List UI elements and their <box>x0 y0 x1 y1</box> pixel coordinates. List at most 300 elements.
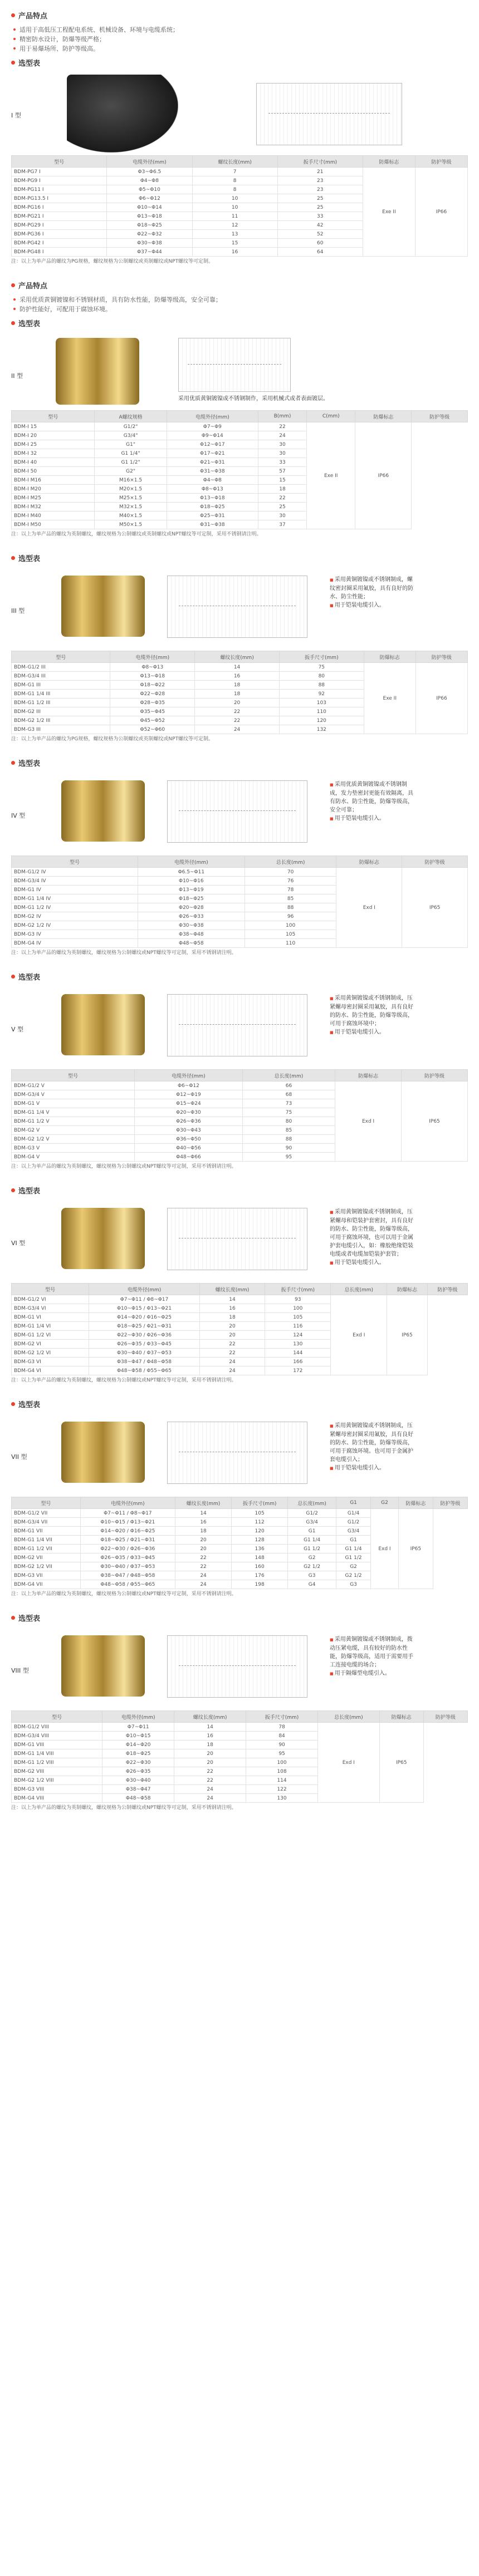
description-item: ■ 用于铠装电缆引入。 <box>330 1258 418 1267</box>
table-cell: BDM-G1 1/2 III <box>12 699 110 707</box>
table-cell: Φ14~Φ20 <box>102 1741 174 1749</box>
table-cell: Φ22~Φ30 / Φ26~Φ36 <box>89 1331 199 1340</box>
table-cell: 20 <box>174 1758 246 1767</box>
table-cell: BDM-G1 IV <box>12 886 138 894</box>
table-cell: 88 <box>245 903 336 912</box>
table-cell: 42 <box>277 221 363 230</box>
table-cell: G1 1/4" <box>95 449 167 458</box>
explosion-mark: Exd I <box>336 868 402 948</box>
table-cell: Φ22~Φ30 / Φ26~Φ36 <box>80 1545 175 1554</box>
table-cell: 37 <box>258 520 306 529</box>
table-header: 扳手尺寸(mm) <box>232 1497 288 1509</box>
table-cell: Φ31~Φ38 <box>167 467 258 476</box>
explosion-mark: Exe II <box>364 663 416 734</box>
table-cell: 8 <box>192 185 277 194</box>
table-cell: Φ20~Φ30 <box>135 1108 243 1117</box>
table-cell: 24 <box>175 1580 231 1589</box>
table-cell: Φ14~Φ20 / Φ16~Φ25 <box>89 1313 199 1322</box>
table-cell: BDM-G1/2 IV <box>12 868 138 877</box>
table-cell: 84 <box>246 1732 318 1741</box>
technical-drawing <box>178 338 291 392</box>
table-cell: Φ25~Φ31 <box>167 512 258 520</box>
table-cell: 24 <box>174 1785 246 1794</box>
table-cell: BDM-G2 VII <box>12 1554 81 1562</box>
table-cell: BDM-I M50 <box>12 520 95 529</box>
table-cell: Φ15~Φ24 <box>135 1099 243 1108</box>
explosion-mark: Exd I <box>371 1509 399 1589</box>
table-header: 防爆标志 <box>355 411 412 422</box>
table-header: 防护等级 <box>427 1284 467 1295</box>
table-header: 扳手尺寸(mm) <box>265 1284 331 1295</box>
table-cell: 24 <box>199 1358 265 1366</box>
table-header: 防护等级 <box>416 651 467 663</box>
table-cell: 21 <box>277 168 363 176</box>
table-cell: BDM-G2 V <box>12 1126 135 1135</box>
table-cell: Φ7~Φ11 / Φ8~Φ17 <box>80 1509 175 1518</box>
table-cell: 15 <box>192 239 277 248</box>
description-item: ■ 用于隔爆型电缆引入。 <box>330 1669 418 1678</box>
table-cell: Φ22~Φ32 <box>107 230 192 239</box>
table-cell: 130 <box>265 1340 331 1349</box>
technical-drawing <box>256 83 402 145</box>
table-cell: G3 <box>336 1580 371 1589</box>
table-cell: 22 <box>199 1340 265 1349</box>
table-cell: 30 <box>258 440 306 449</box>
table-cell: 20 <box>175 1545 231 1554</box>
table-cell: BDM-G1 1/4 VI <box>12 1322 89 1331</box>
table-cell: Φ3~Φ6.5 <box>107 168 192 176</box>
table-cell: 13 <box>192 230 277 239</box>
description-item: ■ 用于铠装电缆引入。 <box>330 601 418 610</box>
select-title: 选型表 <box>11 552 468 564</box>
table-cell: 100 <box>245 921 336 930</box>
table-cell: 18 <box>195 690 280 699</box>
table-cell: BDM-I M25 <box>12 494 95 503</box>
table-header: 电缆外径(mm) <box>135 1070 243 1081</box>
product-section <box>11 1611 468 1822</box>
table-cell: BDM-G2 IV <box>12 912 138 921</box>
table-cell: 172 <box>265 1366 331 1375</box>
table-header: C(mm) <box>307 411 355 422</box>
table-cell: 10 <box>192 194 277 203</box>
table-header: 型号 <box>12 651 110 663</box>
technical-drawing <box>167 780 307 843</box>
table-cell: Φ30~Φ38 <box>107 239 192 248</box>
type-label: II 型 <box>11 372 23 380</box>
table-header: 电缆外径(mm) <box>107 156 192 168</box>
table-cell: 95 <box>246 1749 318 1758</box>
bullet-icon <box>11 1188 15 1192</box>
table-cell: BDM-G4 VII <box>12 1580 81 1589</box>
table-cell: BDM-I M16 <box>12 476 95 485</box>
bullet-icon <box>11 1402 15 1406</box>
description-item: ■ 用于铠装电缆引入。 <box>330 1028 418 1037</box>
table-cell: 22 <box>258 494 306 503</box>
table-cell: Φ18~Φ25 <box>102 1749 174 1758</box>
table-cell: G1/2 <box>288 1509 336 1518</box>
product-showcase <box>11 1413 468 1497</box>
table-cell: G2 <box>288 1554 336 1562</box>
table-cell: Φ48~Φ58 <box>102 1794 174 1803</box>
table-cell: 16 <box>175 1518 231 1527</box>
table-cell: G1/2" <box>95 422 167 431</box>
select-title: 选型表 <box>11 970 468 982</box>
table-cell: 66 <box>242 1081 335 1090</box>
table-cell: 57 <box>258 467 306 476</box>
explosion-mark: Exe II <box>307 422 355 529</box>
table-cell: 24 <box>195 725 280 734</box>
table-cell: Φ12~Φ17 <box>167 440 258 449</box>
product-section <box>11 756 468 967</box>
table-cell: 70 <box>245 868 336 877</box>
table-cell: BDM-G3/4 VI <box>12 1304 89 1313</box>
spec-table <box>11 155 468 257</box>
table-cell: 7 <box>192 168 277 176</box>
table-header: G1 <box>336 1497 371 1509</box>
table-cell: BDM-G3 VII <box>12 1571 81 1580</box>
table-header: 防爆标志 <box>335 1070 402 1081</box>
table-cell: 105 <box>232 1509 288 1518</box>
table-cell: Φ18~Φ25 / Φ21~Φ31 <box>80 1536 175 1545</box>
select-title: 选型表 <box>11 1611 468 1624</box>
table-cell: Φ10~Φ14 <box>107 203 192 212</box>
table-cell: Φ22~Φ28 <box>110 690 195 699</box>
dot-icon <box>13 28 16 31</box>
table-cell: 11 <box>192 212 277 221</box>
select-title: 选型表 <box>11 756 468 769</box>
feature-bullet: 适用于高低压工程配电系统、机械设备、环境与电缆系统； <box>11 24 468 34</box>
table-cell: Φ14~Φ20 / Φ16~Φ25 <box>80 1527 175 1536</box>
table-header: 电缆外径(mm) <box>167 411 258 422</box>
table-cell: 80 <box>242 1117 335 1126</box>
product-photo <box>56 338 139 405</box>
table-cell: M40×1.5 <box>95 512 167 520</box>
table-cell: BDM-G2 1/2 VIII <box>12 1776 102 1785</box>
description-item: ■ 用于铠装电缆引入。 <box>330 1464 418 1473</box>
protection-grade: IP65 <box>379 1723 423 1803</box>
table-cell: BDM-G3/4 VIII <box>12 1732 102 1741</box>
table-cell: BDM-G1 1/4 VII <box>12 1536 81 1545</box>
bullet-icon <box>11 1616 15 1620</box>
table-cell: G1 1/2 <box>288 1545 336 1554</box>
table-cell: Φ38~Φ47 / Φ48~Φ58 <box>80 1571 175 1580</box>
table-cell: 33 <box>277 212 363 221</box>
table-note: 注：以上为单产品的螺纹为PG规格，螺纹规格为公制螺纹或英制螺纹或NPT螺纹等可定制。 <box>11 736 214 742</box>
product-description: 采用优质黄铜镀镍或不锈钢制作，采用机械式或者表面镀层。 <box>178 396 329 402</box>
table-cell: 20 <box>199 1331 265 1340</box>
table-cell: Φ4~Φ8 <box>167 476 258 485</box>
table-cell: 16 <box>174 1732 246 1741</box>
bullet-icon <box>11 321 15 325</box>
table-cell: 68 <box>242 1090 335 1099</box>
table-header: 电缆外径(mm) <box>110 651 195 663</box>
description-item: ■ 采用黄铜镀镍或不锈钢制成，压紧螺母密封圈采用氟胶，具有良好的防水、防尘性能，防爆等级高，可用于腐蚀环境中； <box>330 994 418 1028</box>
type-label: III 型 <box>11 607 25 614</box>
table-cell: 128 <box>232 1536 288 1545</box>
table-cell: G3/4 <box>336 1527 371 1536</box>
description-item: ■ 采用黄铜镀镍或不锈钢制成，压紧螺母密封圈采用氟胶，具有良好的防水、防尘性能，防爆等级高，可用于腐蚀环境。也可用于金属护套电缆引入； <box>330 1422 418 1464</box>
table-cell: 20 <box>175 1536 231 1545</box>
table-header: B(mm) <box>258 411 306 422</box>
section2-feature-title: 产品特点 <box>11 279 468 291</box>
product-showcase <box>11 772 468 856</box>
table-cell: Φ26~Φ35 / Φ33~Φ45 <box>89 1340 199 1349</box>
table-cell: 92 <box>279 690 364 699</box>
product-photo <box>61 576 145 637</box>
table-cell: Φ7~Φ11 / Φ8~Φ17 <box>89 1295 199 1304</box>
table-cell: 8 <box>192 176 277 185</box>
product-photo <box>61 1422 145 1483</box>
table-cell: 100 <box>246 1758 318 1767</box>
spec-table <box>11 1283 468 1375</box>
table-cell: BDM-PG11 I <box>12 185 107 194</box>
bullet-icon <box>11 61 15 65</box>
table-cell: Φ26~Φ33 <box>138 912 245 921</box>
dot-icon <box>13 298 16 301</box>
table-cell: Φ18~Φ25 <box>167 503 258 512</box>
table-cell: BDM-G1/2 III <box>12 663 110 672</box>
table-cell: 114 <box>246 1776 318 1785</box>
protection-grade: IP65 <box>402 868 468 948</box>
table-cell: Φ18~Φ25 <box>107 221 192 230</box>
table-cell: 64 <box>277 248 363 257</box>
feature-bullet: 防护性能好，可配用于腐蚀环境。 <box>11 304 468 313</box>
table-cell: BDM-G1 1/2 VII <box>12 1545 81 1554</box>
table-cell: 24 <box>258 431 306 440</box>
table-cell: Φ13~Φ18 <box>167 494 258 503</box>
table-cell: BDM-G1/2 VII <box>12 1509 81 1518</box>
table-cell: 14 <box>175 1509 231 1518</box>
table-header: 防爆标志 <box>363 156 415 168</box>
type-label: I 型 <box>11 112 21 119</box>
bullet-icon <box>11 556 15 560</box>
table-cell: 18 <box>258 485 306 494</box>
table-cell: M25×1.5 <box>95 494 167 503</box>
table-header: 螺纹长度(mm) <box>195 651 280 663</box>
table-cell: 25 <box>258 503 306 512</box>
table-header: 扳手尺寸(mm) <box>246 1711 318 1723</box>
table-cell: Φ48~Φ58 <box>138 939 245 948</box>
table-header: 防爆标志 <box>336 856 402 868</box>
table-cell: M16×1.5 <box>95 476 167 485</box>
table-cell: Φ18~Φ22 <box>110 681 195 690</box>
table-cell: BDM-G1 1/2 VIII <box>12 1758 102 1767</box>
table-cell: Φ20~Φ28 <box>138 903 245 912</box>
table-cell: G4 <box>288 1580 336 1589</box>
table-cell: Φ30~Φ43 <box>135 1126 243 1135</box>
table-note: 注：以上为单产品的螺纹为英制螺纹，螺纹规格为公制螺纹或NPT螺纹等可定制，采用不锈钢请注明。 <box>11 1591 237 1597</box>
table-cell: G2 1/2 <box>288 1562 336 1571</box>
table-cell: Φ30~Φ40 / Φ37~Φ53 <box>89 1349 199 1358</box>
table-cell: BDM-G2 VIII <box>12 1767 102 1776</box>
table-header: 总长度(mm) <box>245 856 336 868</box>
type-label: VII 型 <box>11 1453 27 1461</box>
table-cell: G1" <box>95 440 167 449</box>
table-cell: 14 <box>199 1295 265 1304</box>
product-showcase <box>11 332 468 410</box>
table-cell: 85 <box>242 1126 335 1135</box>
bullet-icon <box>11 283 15 287</box>
table-cell: BDM-G1 III <box>12 681 110 690</box>
table-row <box>12 1509 468 1518</box>
feature-bullet: 采用优质黄铜镀镍和不锈钢材质，具有防水性能，防爆等级高，安全可靠； <box>11 294 468 304</box>
product-showcase <box>11 986 468 1069</box>
table-cell: BDM-G1 V <box>12 1099 135 1108</box>
table-cell: BDM-I 15 <box>12 422 95 431</box>
table-cell: 78 <box>245 886 336 894</box>
table-header: 防护等级 <box>412 411 468 422</box>
table-cell: BDM-PG16 I <box>12 203 107 212</box>
table-cell: BDM-G1 1/4 IV <box>12 894 138 903</box>
table-cell: G1/4 <box>336 1509 371 1518</box>
table-cell: Φ48~Φ58 / Φ55~Φ65 <box>89 1366 199 1375</box>
table-cell: G3/4 <box>288 1518 336 1527</box>
technical-drawing <box>167 576 307 638</box>
table-cell: Φ26~Φ35 <box>102 1767 174 1776</box>
table-cell: BDM-G1 VI <box>12 1313 89 1322</box>
product-showcase <box>11 72 468 155</box>
product-section <box>11 970 468 1181</box>
table-cell: 52 <box>277 230 363 239</box>
select-title: 选型表 <box>11 1184 468 1196</box>
table-cell: Φ8~Φ13 <box>110 663 195 672</box>
table-cell: 22 <box>174 1776 246 1785</box>
table-cell: 136 <box>232 1545 288 1554</box>
table-cell: 18 <box>174 1741 246 1749</box>
table-cell: Φ38~Φ47 <box>102 1785 174 1794</box>
table-cell: BDM-I 20 <box>12 431 95 440</box>
table-cell: 16 <box>192 248 277 257</box>
protection-grade: IP65 <box>402 1081 468 1162</box>
technical-drawing <box>167 994 307 1056</box>
table-cell: 160 <box>232 1562 288 1571</box>
type-label: VIII 型 <box>11 1667 29 1674</box>
table-header: 防爆标志 <box>398 1497 433 1509</box>
table-cell: BDM-G3 VI <box>12 1358 89 1366</box>
table-cell: 22 <box>199 1349 265 1358</box>
table-cell: BDM-G3 III <box>12 725 110 734</box>
table-header: 型号 <box>12 1711 102 1723</box>
table-cell: 95 <box>242 1153 335 1162</box>
table-cell: 93 <box>265 1295 331 1304</box>
table-note: 注：以上为单产品的螺纹为PG规格，螺纹规格为公制螺纹或英制螺纹或NPT螺纹等可定制。 <box>11 259 214 264</box>
spec-table <box>11 651 468 734</box>
section1-select-title: 选型表 <box>11 56 468 68</box>
table-cell: BDM-G3/4 IV <box>12 877 138 886</box>
table-cell: 10 <box>192 203 277 212</box>
table-cell: Φ35~Φ45 <box>110 707 195 716</box>
table-cell: G1 <box>336 1536 371 1545</box>
table-header: 防护等级 <box>423 1711 467 1723</box>
table-cell: Φ4~Φ8 <box>107 176 192 185</box>
table-cell: BDM-G4 V <box>12 1153 135 1162</box>
table-cell: 18 <box>175 1527 231 1536</box>
table-cell: G1/2 <box>336 1518 371 1527</box>
table-cell: 22 <box>174 1767 246 1776</box>
table-cell: 105 <box>245 930 336 939</box>
table-cell: 116 <box>265 1322 331 1331</box>
table-header: 型号 <box>12 411 95 422</box>
table-header: 型号 <box>12 856 138 868</box>
table-row <box>12 168 468 176</box>
table-cell: Φ26~Φ35 / Φ33~Φ45 <box>80 1554 175 1562</box>
table-cell: Φ6~Φ12 <box>135 1081 243 1090</box>
table-cell: Φ30~Φ40 <box>102 1776 174 1785</box>
description-item: ■ 采用黄铜镀镍或不锈钢制成，压紧螺母和铠装护套密封，具有良好的防水、防尘性能，防爆等级高，可用于腐蚀环境，也可以用于金属护套电缆引入，如：橡胶绝缘铠装电缆或者电缆加铠装护套管； <box>330 1208 418 1258</box>
table-cell: G2" <box>95 467 167 476</box>
table-header: 电缆外径(mm) <box>89 1284 199 1295</box>
table-header: 螺纹长度(mm) <box>199 1284 265 1295</box>
table-cell: 33 <box>258 458 306 467</box>
table-cell: Φ10~Φ15 / Φ13~Φ21 <box>89 1304 199 1313</box>
table-cell: Φ13~Φ18 <box>107 212 192 221</box>
dot-icon <box>13 38 16 40</box>
table-cell: Φ9~Φ14 <box>167 431 258 440</box>
table-cell: 15 <box>258 476 306 485</box>
table-cell: BDM-G3 IV <box>12 930 138 939</box>
table-note: 注：以上为单产品的螺纹为英制螺纹，螺纹规格为公制螺纹或NPT螺纹等可定制，采用不锈钢请注明。 <box>11 950 237 956</box>
type-label: VI 型 <box>11 1240 26 1247</box>
technical-drawing <box>167 1635 307 1698</box>
table-cell: BDM-G3 VIII <box>12 1785 102 1794</box>
table-cell: Φ38~Φ47 / Φ48~Φ58 <box>89 1358 199 1366</box>
table-header: 电缆外径(mm) <box>138 856 245 868</box>
table-header: 螺纹长度(mm) <box>175 1497 231 1509</box>
table-header: 防护等级 <box>433 1497 467 1509</box>
table-cell: G1 <box>288 1527 336 1536</box>
spec-table <box>11 410 468 529</box>
description-item: ■ 采用黄铜镀镍或不锈钢制成，拨动压紧电缆，具有较好的防水性能，防爆等级高，适用于需要用手工连接电缆的场合； <box>330 1635 418 1669</box>
table-cell: BDM-PG48 I <box>12 248 107 257</box>
product-photo <box>67 75 178 153</box>
table-cell: BDM-G2 1/2 III <box>12 716 110 725</box>
spec-table <box>11 1710 468 1803</box>
product-showcase <box>11 567 468 651</box>
table-cell: BDM-PG9 I <box>12 176 107 185</box>
table-cell: 24 <box>175 1571 231 1580</box>
table-cell: 76 <box>245 877 336 886</box>
table-header: 电缆外径(mm) <box>80 1497 175 1509</box>
table-cell: G1 1/4 <box>288 1536 336 1545</box>
table-cell: 14 <box>174 1723 246 1732</box>
bullet-icon <box>11 975 15 979</box>
table-cell: 88 <box>279 681 364 690</box>
table-cell: 148 <box>232 1554 288 1562</box>
table-header: 防爆标志 <box>387 1284 427 1295</box>
table-cell: G3/4" <box>95 431 167 440</box>
table-cell: 105 <box>265 1313 331 1322</box>
dot-icon <box>13 47 16 50</box>
table-cell: 198 <box>232 1580 288 1589</box>
table-row <box>12 1081 468 1090</box>
protection-grade: IP65 <box>398 1509 433 1589</box>
table-header: 防护等级 <box>402 1070 468 1081</box>
table-cell: Φ13~Φ18 <box>110 672 195 681</box>
table-cell: 110 <box>279 707 364 716</box>
table-note: 注：以上为单产品的螺纹为英制螺纹，螺纹规格为公制螺纹或NPT螺纹等可定制，采用不锈钢请注明。 <box>11 1378 237 1383</box>
table-cell: Φ7~Φ11 <box>102 1723 174 1732</box>
table-cell: Φ45~Φ52 <box>110 716 195 725</box>
table-cell: 176 <box>232 1571 288 1580</box>
table-cell: G2 <box>336 1562 371 1571</box>
table-cell: Φ10~Φ15 / Φ13~Φ21 <box>80 1518 175 1527</box>
description-item: ■ 用于铠装电缆引入。 <box>330 814 418 823</box>
table-cell: 90 <box>242 1144 335 1153</box>
table-cell: Φ13~Φ19 <box>138 886 245 894</box>
table-cell: 110 <box>245 939 336 948</box>
spec-table <box>11 1497 468 1589</box>
table-cell: Φ28~Φ35 <box>110 699 195 707</box>
